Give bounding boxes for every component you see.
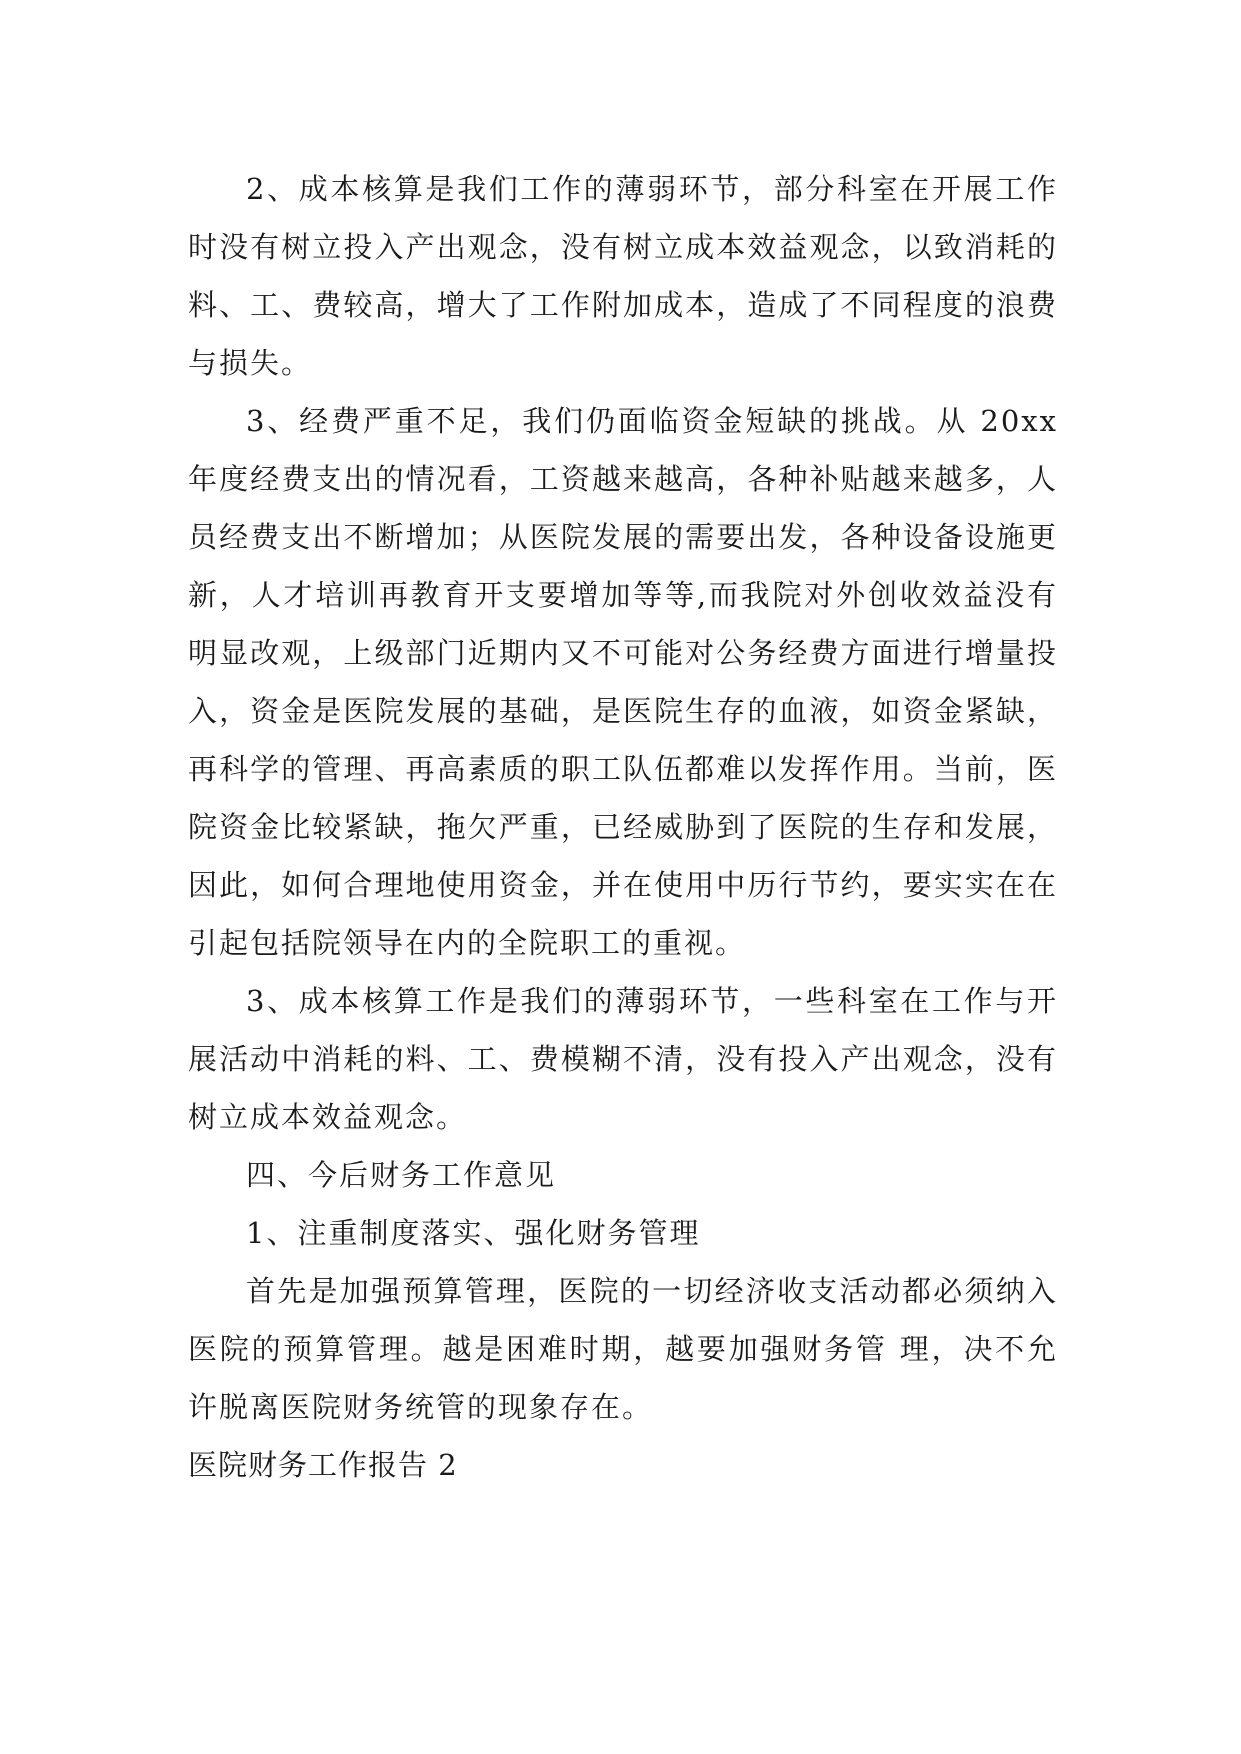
next-report-title: 医院财务工作报告 2 <box>188 1448 458 1482</box>
document-body <box>188 160 1058 1494</box>
sub-heading: 1、注重制度落实、强化财务管理 <box>246 1216 701 1250</box>
paragraph-budget-management: 首先是加强预算管理，医院的一切经济收支活动都必须纳入医院的预算管理。越是困难时期，越要加强财务管 理，决不允许脱离医院财务统管的现象存在。 <box>188 1274 1058 1424</box>
paragraph-cost-accounting: 2、成本核算是我们工作的薄弱环节，部分科室在开展工作时没有树立投入产出观念，没有树立成本效益观念，以致消耗的料、工、费较高，增大了工作附加成本，造成了不同程度的浪费与损失。 <box>188 172 1058 380</box>
paragraph-funding-shortage: 3、经费严重不足，我们仍面临资金短缺的挑战。从 20xx 年度经费支出的情况看，工资越来越高，各种补贴越来越多，人员经费支出不断增加；从医院发展的需要出发，各种设备设施更新，人才培训再教育开支要增加等等,而我院对外创收效益没有明显改观，上级部门近期内又不可能对公务经费方面进行增量投入，资金是医院发展的基础，是医院生存的血液，如资金紧缺，再科学的管理、再高素质的职工队伍都难以发挥作用。当前，医院资金比较紧缺，拖欠严重，已经威胁到了医院的生存和发展，因此，如何合理地使用资金，并在使用中历行节约，要实实在在引起包括院领导在内的全院职工的重视。 <box>188 404 1058 960</box>
section-heading: 四、今后财务工作意见 <box>246 1158 557 1192</box>
paragraph-cost-accounting-repeat: 3、成本核算工作是我们的薄弱环节，一些科室在工作与开展活动中消耗的料、工、费模糊不清，没有投入产出观念，没有树立成本效益观念。 <box>188 984 1058 1134</box>
